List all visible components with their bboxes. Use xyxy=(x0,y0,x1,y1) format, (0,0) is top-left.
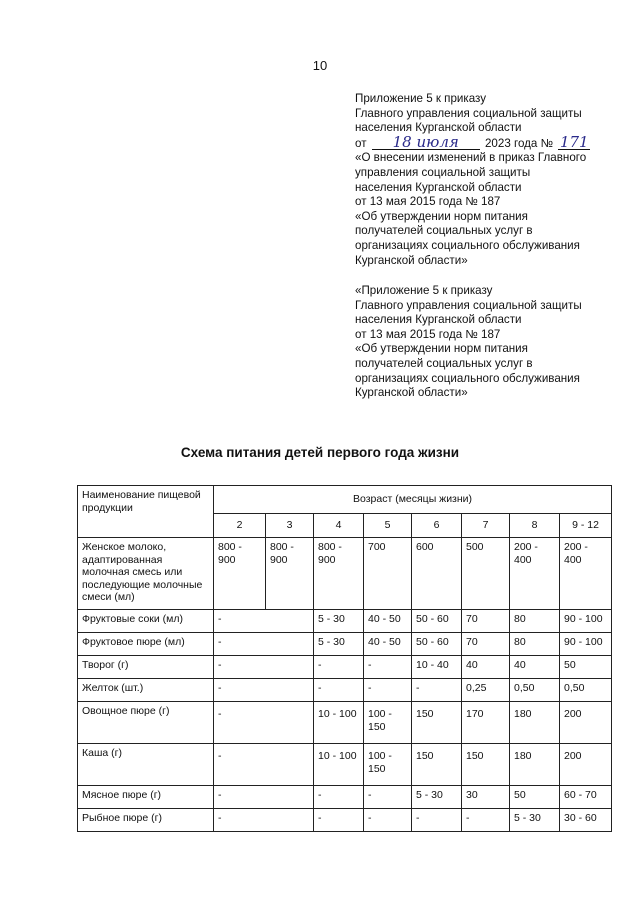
value-cell: 40 - 50 xyxy=(364,633,412,656)
original-line: организациях социального обслуживания xyxy=(355,371,580,385)
value-cell: 200 - 400 xyxy=(560,538,612,610)
original-line: «Приложение 5 к приказу xyxy=(355,284,493,297)
amend-line: организациях социального обслуживания xyxy=(355,238,580,252)
value-cell: 200 - 400 xyxy=(510,538,560,610)
value-cell: 5 - 30 xyxy=(314,610,364,633)
table-row xyxy=(78,702,612,744)
handwritten-date: 18 июля xyxy=(372,136,480,150)
original-line: получателей социальных услуг в xyxy=(355,356,533,370)
value-cell: 200 xyxy=(560,702,612,744)
value-cell: - xyxy=(214,702,314,744)
order-line: Главного управления социальной защиты xyxy=(355,106,582,120)
value-cell: 700 xyxy=(364,538,412,610)
appendix-order-block xyxy=(355,92,630,268)
original-line: населения Курганской области xyxy=(355,313,522,327)
value-cell: 5 - 30 xyxy=(510,809,560,832)
month-header: 5 xyxy=(364,514,412,538)
value-cell: 70 xyxy=(462,610,510,633)
order-line: населения Курганской области xyxy=(355,121,522,135)
amend-line: «Об утверждении норм питания xyxy=(355,209,528,223)
value-cell: - xyxy=(314,679,364,702)
month-header: 7 xyxy=(462,514,510,538)
value-cell: - xyxy=(462,809,510,832)
amend-line: получателей социальных услуг в xyxy=(355,224,533,238)
value-cell: 10 - 40 xyxy=(412,656,462,679)
value-cell: - xyxy=(364,679,412,702)
product-name: Творог (г) xyxy=(78,656,214,679)
table-header-row xyxy=(78,486,612,514)
amend-line: населения Курганской области xyxy=(355,180,522,194)
value-cell: 40 - 50 xyxy=(364,610,412,633)
amend-line: от 13 мая 2015 года № 187 xyxy=(355,195,501,209)
value-cell: - xyxy=(214,656,314,679)
product-name: Фруктовое пюре (мл) xyxy=(78,633,214,656)
original-line: «Об утверждении норм питания xyxy=(355,342,528,356)
table-row xyxy=(78,656,612,679)
value-cell: - xyxy=(364,656,412,679)
value-cell: - xyxy=(364,809,412,832)
product-name: Фруктовые соки (мл) xyxy=(78,610,214,633)
page-number: 10 xyxy=(312,58,328,73)
handwritten-number: 171 xyxy=(559,132,589,151)
value-cell: - xyxy=(214,679,314,702)
value-cell: 800 - 900 xyxy=(266,538,314,610)
value-cell: - xyxy=(214,744,314,786)
value-cell: 180 xyxy=(510,744,560,786)
value-cell: 5 - 30 xyxy=(314,633,364,656)
value-cell: 50 - 60 xyxy=(412,633,462,656)
value-cell: 30 - 60 xyxy=(560,809,612,832)
value-cell: 5 - 30 xyxy=(412,786,462,809)
value-cell: 100 - 150 xyxy=(364,744,412,786)
product-name: Желток (шт.) xyxy=(78,679,214,702)
value-cell: - xyxy=(314,786,364,809)
value-cell: 150 xyxy=(412,744,462,786)
value-cell: 100 - 150 xyxy=(364,702,412,744)
date-prefix: от xyxy=(355,136,367,150)
original-line: Главного управления социальной защиты xyxy=(355,298,582,312)
original-line: от 13 мая 2015 года № 187 xyxy=(355,327,501,341)
value-cell: 40 xyxy=(462,656,510,679)
appendix-original-block xyxy=(355,284,630,401)
product-name: Мясное пюре (г) xyxy=(78,786,214,809)
value-cell: 10 - 100 xyxy=(314,744,364,786)
product-name: Овощное пюре (г) xyxy=(78,702,214,744)
value-cell: 0,25 xyxy=(462,679,510,702)
value-cell: 500 xyxy=(462,538,510,610)
table-row xyxy=(78,786,612,809)
value-cell: - xyxy=(214,610,314,633)
order-date-line xyxy=(355,132,630,152)
product-name: Каша (г) xyxy=(78,744,214,786)
value-cell: 150 xyxy=(412,702,462,744)
feeding-schedule-table xyxy=(77,485,612,832)
value-cell: 90 - 100 xyxy=(560,633,612,656)
value-cell: 0,50 xyxy=(510,679,560,702)
value-cell: - xyxy=(214,633,314,656)
value-cell: 40 xyxy=(510,656,560,679)
original-line: Курганской области» xyxy=(355,386,468,400)
value-cell: 60 - 70 xyxy=(560,786,612,809)
table-row xyxy=(78,610,612,633)
table-row xyxy=(78,633,612,656)
value-cell: 0,50 xyxy=(560,679,612,702)
product-name: Женское молоко, адаптированная молочная смесь или последующие молочные смеси (мл) xyxy=(78,538,214,610)
value-cell: 150 xyxy=(462,744,510,786)
amend-line: управления социальной защиты xyxy=(355,165,531,179)
value-cell: 10 - 100 xyxy=(314,702,364,744)
amend-line: Курганской области» xyxy=(355,253,468,267)
product-name: Рыбное пюре (г) xyxy=(78,809,214,832)
value-cell: 50 xyxy=(510,786,560,809)
value-cell: 80 xyxy=(510,633,560,656)
value-cell: 170 xyxy=(462,702,510,744)
age-header: Возраст (месяцы жизни) xyxy=(214,486,612,514)
table-row xyxy=(78,809,612,832)
value-cell: 800 - 900 xyxy=(314,538,364,610)
amend-line: «О внесении изменений в приказ Главного xyxy=(355,151,587,165)
year-text: 2023 года № xyxy=(484,136,554,150)
table-row xyxy=(78,538,612,610)
month-header: 6 xyxy=(412,514,462,538)
value-cell: - xyxy=(364,786,412,809)
month-header: 8 xyxy=(510,514,560,538)
value-cell: - xyxy=(412,809,462,832)
value-cell: 90 - 100 xyxy=(560,610,612,633)
value-cell: 800 - 900 xyxy=(214,538,266,610)
month-header: 2 xyxy=(214,514,266,538)
value-cell: 80 xyxy=(510,610,560,633)
product-name-header: Наименование пищевой продукции xyxy=(78,486,214,538)
value-cell: - xyxy=(314,809,364,832)
value-cell: 600 xyxy=(412,538,462,610)
value-cell: - xyxy=(412,679,462,702)
value-cell: 200 xyxy=(560,744,612,786)
value-cell: 180 xyxy=(510,702,560,744)
value-cell: 30 xyxy=(462,786,510,809)
month-header: 9 - 12 xyxy=(560,514,612,538)
month-header: 3 xyxy=(266,514,314,538)
value-cell: - xyxy=(214,809,314,832)
value-cell: - xyxy=(314,656,364,679)
value-cell: 70 xyxy=(462,633,510,656)
value-cell: 50 xyxy=(560,656,612,679)
table-row xyxy=(78,679,612,702)
value-cell: - xyxy=(214,786,314,809)
table-title: Схема питания детей первого года жизни xyxy=(180,445,460,460)
order-line: Приложение 5 к приказу xyxy=(355,92,487,105)
month-header: 4 xyxy=(314,514,364,538)
table-row xyxy=(78,744,612,786)
value-cell: 50 - 60 xyxy=(412,610,462,633)
